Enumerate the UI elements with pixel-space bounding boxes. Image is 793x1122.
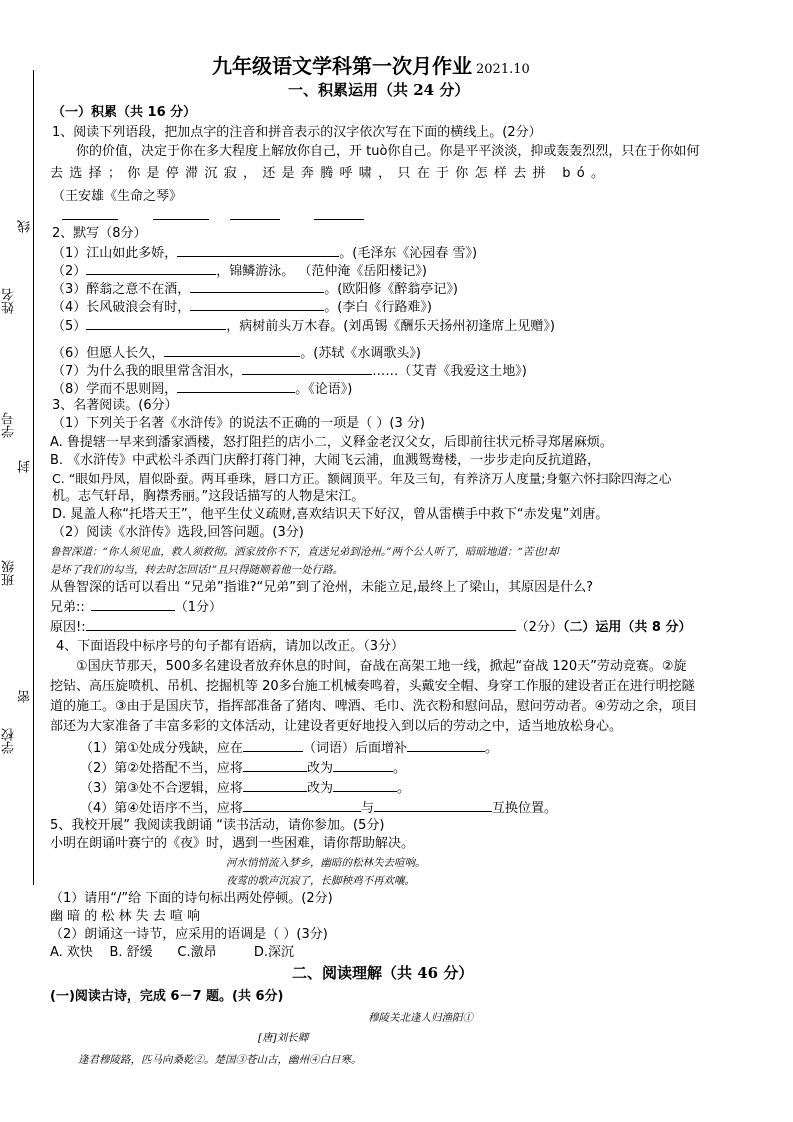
q3-question: 从鲁智深的话可以看出 “兄弟”指谁?“兄弟”到了沧州，未能立足,最终上了梁山，其原因是什么? [50, 580, 594, 595]
q2-item-2: （2） ，锦鳞游泳。 （范仲淹《岳阳楼记》) [52, 261, 427, 281]
poem-title: 穆陵关北逢人归渔阳① [368, 1012, 473, 1024]
q4-item-2: （2）第②处搭配不当，应将 改为 。 [80, 758, 406, 778]
q2-blank-6[interactable] [164, 343, 300, 357]
q5-text: 小明在朗诵叶赛宁的《夜》时，遇到一些困难，请你帮助解决。 [50, 836, 415, 851]
q3-option-b: B. 《水浒传》中武松斗杀西门庆醉打蒋门神，大闹飞云浦，血溅鸳鸯楼，一步步走向反抗道路， [50, 453, 601, 468]
q1-answer-blank-1[interactable] [62, 219, 118, 220]
q4-passage-line1: ①国庆节那天，500多名建设者放弃休息的时间，奋战在高架工地一线，掀起“奋战 120天”劳动竞赛。②旋 [76, 659, 687, 674]
part-heading-accumulation: （一）积累（共 16 分） [52, 105, 197, 120]
q2-item-4: （4）长风破浪会有时， 。(李白《行路难》) [52, 297, 432, 317]
label-student-number: 学号 [2, 412, 17, 438]
q2-blank-2[interactable] [86, 261, 216, 275]
q5-sub1: （1）请用“/”给 下面的诗句标出两处停顿。(2分) [50, 891, 333, 906]
seal-char-mi: 密 [18, 690, 33, 703]
q3-sub2: （2）阅读《水浒传》选段,回答问题。(3分) [52, 525, 304, 540]
q1-passage-line1: 你的价值，决定于你在多大程度上解放你自己，开 tuò你自己。你是平平淡淡，抑或轰轰烈烈，只在于你如何 [76, 144, 700, 159]
q1-answer-blank-4[interactable] [314, 219, 364, 220]
q2-item-8: （8）学而不思则罔， 。《论语》) [52, 379, 352, 399]
q4-passage-line2: 挖钻、高压旋喷机、吊机、挖掘机等 20多台施工机械奏鸣着，头戴安全帽、身穿工作服的建设者正在进行明挖隧 [50, 679, 695, 694]
q4-blank-4b[interactable] [374, 798, 492, 812]
binding-line [33, 70, 34, 885]
q3-reason-blank[interactable] [86, 617, 516, 631]
q2-blank-8[interactable] [177, 379, 295, 393]
label-class: 班级 [2, 560, 17, 586]
q4-item-4: （4）第④处语序不当，应将 与 互换位置。 [80, 798, 557, 818]
q4-blank-1a[interactable] [243, 738, 303, 752]
q5-options: A. 欢快 B. 舒缓 C.激昂 D.深沉 [50, 945, 294, 960]
q2-blank-4[interactable] [190, 297, 324, 311]
q4-blank-3a[interactable] [243, 778, 307, 792]
q5-sub2: （2）朗诵这一诗节，应采用的语调是（ ）(3分) [50, 927, 328, 942]
q4-passage-line4: 部还为大家准备了丰富多彩的文体活动，让建设者更好地投入到以后的劳动之中，适当地放松身心。 [50, 719, 623, 734]
q3-intro: 3、名著阅读。(6分） [52, 398, 178, 413]
q3-answer-reason: 原因!: （2分）（二）运用（共 8 分） [50, 617, 691, 637]
poem-line-1: 逢君穆陵路，匹马向桑乾②。楚国③苍山古，幽州④白日寒。 [78, 1054, 362, 1066]
q3-answer-brother: 兄弟:: （1分） [50, 597, 222, 617]
q1-intro: 1、阅读下列语段，把加点字的注音和拼音表示的汉字依次写在下面的横线上。(2分） [52, 125, 542, 140]
q3-brother-blank[interactable] [91, 597, 175, 611]
section-heading-2: 二、阅读理解（共 46 分） [292, 964, 474, 982]
seal-char-feng: 封 [18, 460, 33, 473]
section-heading-1: 一、积累运用（共 24 分） [288, 81, 470, 99]
q2-item-1: （1）江山如此多娇， 。(毛泽东《沁园春 雪》) [52, 243, 477, 263]
q5-poem-line-to-mark: 幽 暗 的 松 林 失 去 喧 响 [50, 909, 201, 924]
q3-option-c-line2: 机。志气轩昂，胸襟秀丽。”这段话描写的人物是宋江。 [52, 489, 365, 504]
q5-poem-line2: 夜莺的歌声沉寂了，长脚秧鸡不再欢嚷。 [226, 875, 415, 887]
q4-blank-2b[interactable] [333, 758, 393, 772]
q4-blank-2a[interactable] [243, 758, 307, 772]
q3-quote-line2: 是坏了我们的勾当，转去时怎回话!”且只得随顺着他一处行路。 [50, 564, 344, 576]
q5-intro: 5、我校开展” 我阅读我朗诵 “读书活动，请你参加。(5分) [50, 818, 385, 833]
q3-quote-line1: 鲁智深道：“你人须见血，救人须救彻。洒家放你不下，直送兄弟到沧州。”两个公人听了，暗暗地道：“苦也!却 [50, 546, 559, 558]
q3-option-a: A. 鲁提辖一早来到潘家酒楼，怒打阻拦的店小二，义释金老汉父女，后即前往状元桥寻郑屠麻烦。 [50, 435, 613, 450]
section2-subheading: (一)阅读古诗，完成 6－7 题。(共 6分) [50, 989, 284, 1004]
label-school: 学校 [2, 728, 17, 754]
q1-passage-line2: 去选择；你是停滞沉寂，还是奔腾呼啸，只在于你怎样去拼 bó。 [50, 166, 611, 181]
q3-option-d: D. 晁盖人称“托塔天王”，他平生仗义疏财,喜欢结识天下好汉，曾从雷横手中救下“赤发鬼”刘唐。 [52, 507, 609, 522]
q2-item-3: （3）醉翁之意不在酒， 。(欧阳修《醉翁亭记》) [52, 279, 458, 299]
q4-blank-3b[interactable] [333, 778, 397, 792]
poem-author: [唐]刘长卿 [258, 1032, 309, 1044]
q5-poem-line1: 河水悄悄流入梦乡，幽暗的松林失去喧响。 [226, 857, 426, 869]
q1-answer-blank-3[interactable] [230, 219, 280, 220]
q2-item-7: （7）为什么我的眼里常含泪水， ……（艾青《我爱这土地》) [52, 361, 527, 381]
q2-blank-7[interactable] [242, 361, 372, 375]
q2-item-6: （6）但愿人长久， 。(苏轼《水调歌头》) [52, 343, 421, 363]
q4-item-3: （3）第③处不合逻辑，应将 改为 。 [80, 778, 410, 798]
q3-option-c-line1: C. “眼如丹凤，眉似卧蚕。两耳垂珠，唇口方正。额阔顶平。年及三旬，有养济万人度量;身躯六怀扫除四海之心 [52, 471, 672, 486]
part-heading-application: （二）运用（共 8 分） [562, 620, 692, 635]
q4-blank-4a[interactable] [243, 798, 361, 812]
q2-blank-3[interactable] [190, 279, 324, 293]
q4-item-1: （1）第①处成分残缺，应在 （词语）后面增补 。 [80, 738, 498, 758]
q2-blank-1[interactable] [177, 243, 339, 257]
q4-intro: 4、下面语段中标序号的句子都有语病，请加以改正。（3分） [56, 639, 405, 654]
q4-passage-line3: 道的施工。③由于是国庆节，指挥部准备了猪肉、啤酒、毛巾、洗衣粉和慰问品，慰问劳动者。④劳动之余，项目 [50, 699, 698, 714]
q3-sub1: （1）下列关于名著《水浒传》的说法不正确的一项是（ ）(3 分) [52, 416, 425, 431]
q1-source: （王安雄《生命之琴》 [52, 189, 183, 204]
label-name: 姓名 [2, 288, 17, 314]
q2-blank-5[interactable] [86, 316, 226, 330]
q2-intro: 2、默写（8分） [52, 226, 147, 241]
q2-item-5: （5） ，病树前头万木春。(刘禹锡《酬乐天扬州初逢席上见赠》) [52, 316, 555, 336]
page-title: 九年级语文学科第一次月作业 2021.10 [212, 54, 530, 78]
q4-blank-1b[interactable] [407, 738, 485, 752]
q1-answer-blank-2[interactable] [153, 219, 209, 220]
seal-char-xian: 线 [18, 220, 33, 233]
title-date: 2021.10 [476, 62, 530, 77]
